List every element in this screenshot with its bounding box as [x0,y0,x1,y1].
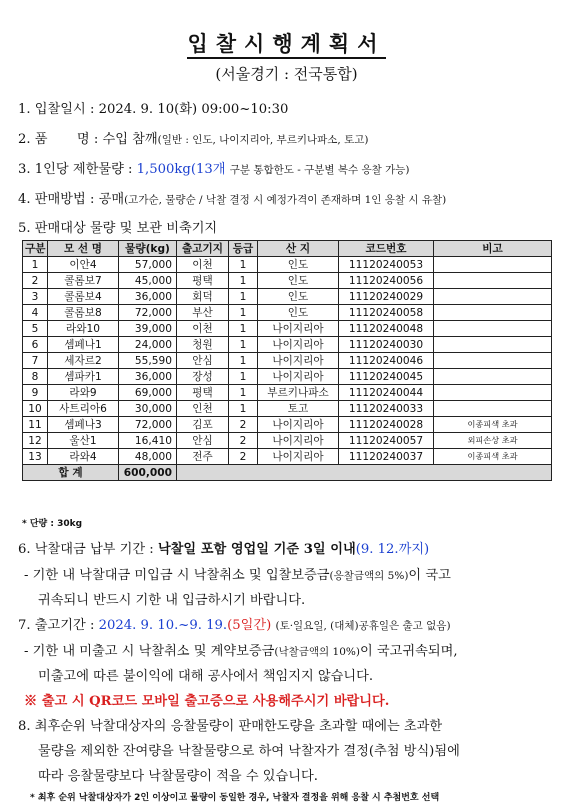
remark-cell [434,273,552,289]
code-number-cell: 11120240029 [339,289,434,305]
item-product-name: 2. 품 명 : 수입 참깨(일반 : 인도, 나이지리아, 부르키나파소, 토고) [18,132,369,147]
sale-target-table [22,240,552,481]
grade-cell: 1 [229,321,258,337]
vessel-name-cell: 셈페나1 [48,337,119,353]
payment-warning-line1: - 기한 내 낙찰대금 미입금 시 낙찰취소 및 입찰보증금(응찰금액의 5%)이 국고 [24,568,451,583]
release-depot-cell: 이천 [177,321,229,337]
origin-cell: 토고 [258,401,339,417]
origin-cell: 나이지리아 [258,353,339,369]
row-number-cell: 7 [23,353,48,369]
header-cell: 모 선 명 [48,241,119,257]
table-header-row [23,241,552,257]
quantity-kg-cell: 48,000 [119,449,177,465]
row-number-cell: 11 [23,417,48,433]
code-number-cell: 11120240045 [339,369,434,385]
code-number-cell: 11120240046 [339,353,434,369]
origin-cell: 나이지리아 [258,449,339,465]
quantity-kg-cell: 57,000 [119,257,177,273]
grade-cell: 1 [229,401,258,417]
remark-cell [434,289,552,305]
row-number-cell: 8 [23,369,48,385]
quantity-kg-cell: 72,000 [119,417,177,433]
table-row [23,289,552,305]
vessel-name-cell: 사트리아6 [48,401,119,417]
origin-cell: 나이지리아 [258,321,339,337]
code-number-cell: 11120240058 [339,305,434,321]
vessel-name-cell: 이안4 [48,257,119,273]
remark-cell: 외피손상 초과 [434,433,552,449]
remark-cell [434,385,552,401]
remark-cell: 이종피색 초과 [434,417,552,433]
remark-cell [434,305,552,321]
row-number-cell: 3 [23,289,48,305]
code-number-cell: 11120240033 [339,401,434,417]
table-row [23,273,552,289]
grade-cell: 2 [229,449,258,465]
payment-warning-line2: 귀속되니 반드시 기한 내 입금하시기 바랍니다. [38,593,306,608]
table-row [23,417,552,433]
release-depot-cell: 회덕 [177,289,229,305]
vessel-name-cell: 셈페나3 [48,417,119,433]
item-bidding-datetime: 1. 입찰일시 : 2024. 9. 10(화) 09:00~10:30 [18,102,289,117]
remark-cell: 이종피색 초과 [434,449,552,465]
code-number-cell: 11120240053 [339,257,434,273]
item-sale-method: 4. 판매방법 : 공매(고가순, 물량순 / 낙찰 결정 시 예정가격이 존재하며 1인 응찰 시 유찰) [18,192,447,207]
quantity-kg-cell: 16,410 [119,433,177,449]
remark-cell [434,369,552,385]
remark-cell [434,401,552,417]
table-row [23,353,552,369]
release-depot-cell: 안심 [177,353,229,369]
qr-code-warning: ※ 출고 시 QR코드 모바일 출고증으로 사용해주시기 바랍니다. [24,694,390,709]
quantity-kg-cell: 55,590 [119,353,177,369]
code-number-cell: 11120240028 [339,417,434,433]
header-cell: 코드번호 [339,241,434,257]
quantity-kg-cell: 24,000 [119,337,177,353]
grade-cell: 1 [229,289,258,305]
item-payment-period: 6. 낙찰대금 납부 기간 : 낙찰일 포함 영업일 기준 3일 이내(9. 12.까지) [18,542,430,557]
vessel-name-cell: 콜롬보7 [48,273,119,289]
grade-cell: 1 [229,257,258,273]
table-row [23,449,552,465]
table-row [23,433,552,449]
grade-cell: 2 [229,417,258,433]
release-depot-cell: 이천 [177,257,229,273]
grade-cell: 2 [229,433,258,449]
total-value: 600,000 [119,465,177,481]
header-cell: 산 지 [258,241,339,257]
table-row [23,337,552,353]
quantity-kg-cell: 39,000 [119,321,177,337]
quantity-kg-cell: 45,000 [119,273,177,289]
table-row [23,385,552,401]
release-depot-cell: 인천 [177,401,229,417]
header-cell: 물량(kg) [119,241,177,257]
release-depot-cell: 평택 [177,385,229,401]
tie-break-footnote: * 최후 순위 낙찰대상자가 2인 이상이고 물량이 동일한 경우, 낙찰자 결정을 위해 응찰 시 추첨번호 선택 [30,793,440,803]
release-warning-line2: 미출고에 따른 불이익에 대해 공사에서 책임지지 않습니다. [38,669,374,684]
quantity-kg-cell: 72,000 [119,305,177,321]
table-row [23,257,552,273]
code-number-cell: 11120240048 [339,321,434,337]
origin-cell: 나이지리아 [258,369,339,385]
total-label: 합 계 [23,465,119,481]
item-release-period: 7. 출고기간 : 2024. 9. 10.~9. 19.(5일간) (토·일요일, (대체)공휴일은 출고 없음) [18,618,451,633]
header-cell: 비고 [434,241,552,257]
vessel-name-cell: 울산1 [48,433,119,449]
header-cell: 출고기지 [177,241,229,257]
item-allocation-rule: 8. 최후순위 낙찰대상자의 응찰물량이 판매한도량을 초과할 때에는 초과한 [18,719,443,734]
grade-cell: 1 [229,369,258,385]
row-number-cell: 9 [23,385,48,401]
vessel-name-cell: 라와10 [48,321,119,337]
origin-cell: 인도 [258,289,339,305]
row-number-cell: 5 [23,321,48,337]
item-sale-quantity-heading: 5. 판매대상 물량 및 보관 비축기지 [18,221,218,236]
remark-cell [434,257,552,273]
allocation-rule-line3: 따라 응찰물량보다 낙찰물량이 적을 수 있습니다. [38,769,318,784]
code-number-cell: 11120240056 [339,273,434,289]
grade-cell: 1 [229,305,258,321]
table-row [23,369,552,385]
table-row [23,401,552,417]
row-number-cell: 12 [23,433,48,449]
origin-cell: 인도 [258,273,339,289]
table-total-row [23,465,552,481]
release-depot-cell: 평택 [177,273,229,289]
code-number-cell: 11120240057 [339,433,434,449]
origin-cell: 나이지리아 [258,337,339,353]
quantity-kg-cell: 30,000 [119,401,177,417]
vessel-name-cell: 라와4 [48,449,119,465]
origin-cell: 부르키나파소 [258,385,339,401]
row-number-cell: 13 [23,449,48,465]
row-number-cell: 4 [23,305,48,321]
origin-cell: 나이지리아 [258,417,339,433]
page-title: 입찰시행계획서 [0,28,573,58]
row-number-cell: 1 [23,257,48,273]
release-depot-cell: 안심 [177,433,229,449]
quantity-kg-cell: 69,000 [119,385,177,401]
header-cell: 구분 [23,241,48,257]
allocation-rule-line2: 물량을 제외한 잔여량을 낙찰물량으로 하여 낙찰자가 결정(추첨 방식)됨에 [38,744,460,759]
release-depot-cell: 청원 [177,337,229,353]
code-number-cell: 11120240030 [339,337,434,353]
vessel-name-cell: 콜롬보8 [48,305,119,321]
row-number-cell: 10 [23,401,48,417]
grade-cell: 1 [229,385,258,401]
table-row [23,305,552,321]
release-depot-cell: 장성 [177,369,229,385]
origin-cell: 인도 [258,257,339,273]
vessel-name-cell: 셈파카1 [48,369,119,385]
grade-cell: 1 [229,353,258,369]
code-number-cell: 11120240044 [339,385,434,401]
release-depot-cell: 부산 [177,305,229,321]
quantity-kg-cell: 36,000 [119,369,177,385]
vessel-name-cell: 세자르2 [48,353,119,369]
origin-cell: 인도 [258,305,339,321]
grade-cell: 1 [229,273,258,289]
release-warning-line1: - 기한 내 미출고 시 낙찰취소 및 계약보증금(낙찰금액의 10%)이 국고귀속되며, [24,644,458,659]
origin-cell: 나이지리아 [258,433,339,449]
item-purchase-limit: 3. 1인당 제한물량 : 1,500kg(13개 구분 통합한도 - 구분별 복수 응찰 가능) [18,162,410,177]
total-blank [177,465,552,481]
grade-cell: 1 [229,337,258,353]
page-subtitle: (서울경기 : 전국통합) [215,65,358,83]
release-depot-cell: 김포 [177,417,229,433]
vessel-name-cell: 콜롬보4 [48,289,119,305]
header-cell: 등급 [229,241,258,257]
row-number-cell: 2 [23,273,48,289]
release-depot-cell: 전주 [177,449,229,465]
remark-cell [434,337,552,353]
remark-cell [434,321,552,337]
row-number-cell: 6 [23,337,48,353]
table-row [23,321,552,337]
vessel-name-cell: 라와9 [48,385,119,401]
unit-weight-note: * 단량 : 30kg [22,519,83,529]
code-number-cell: 11120240037 [339,449,434,465]
quantity-kg-cell: 36,000 [119,289,177,305]
remark-cell [434,353,552,369]
